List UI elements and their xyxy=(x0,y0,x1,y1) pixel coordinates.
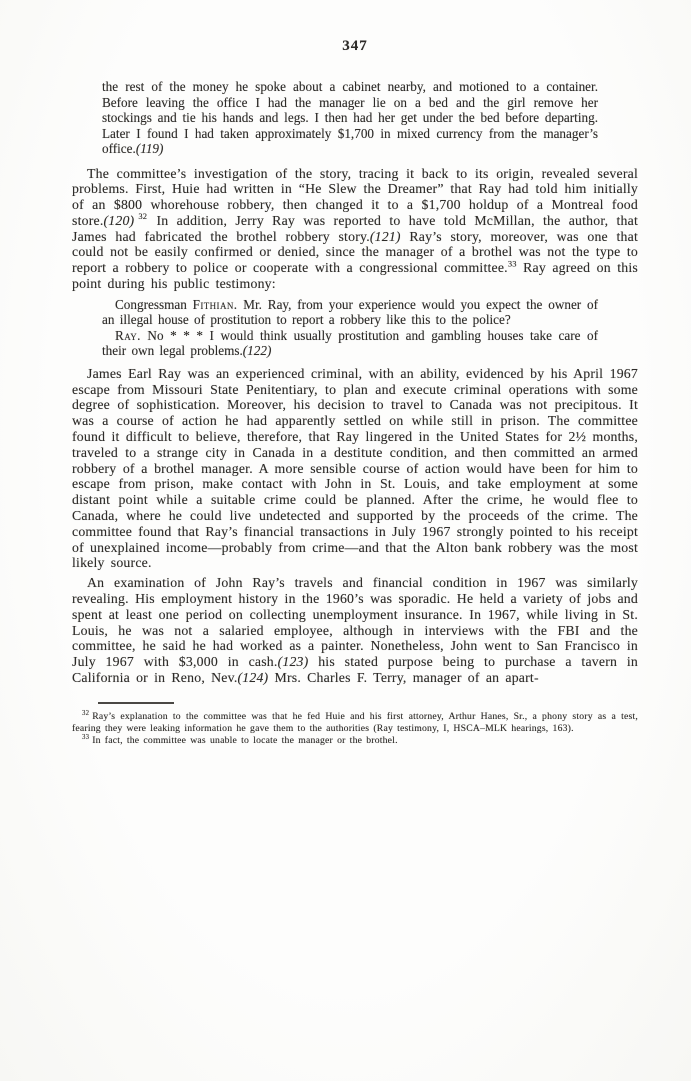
paragraph-investigation xyxy=(72,166,638,292)
text-column xyxy=(72,38,638,747)
footnote-33 xyxy=(72,735,638,747)
text-run: Congressman xyxy=(115,296,193,312)
text-run: his stated purpose being to purchase a tavern in California or in Reno, Nev. xyxy=(72,654,638,686)
citation-122: (122) xyxy=(242,343,272,359)
citation-123: (123) xyxy=(277,654,309,670)
citation-120: (120) xyxy=(103,212,135,228)
text-run: Ray’s story, moreover, was one that could not be easily confirmed or denied, since the manager of a brothel was not the type to report a robbery to police or cooperate with a congressional committee. xyxy=(72,228,638,276)
testimony-question xyxy=(102,297,598,328)
text-run: An examination of John Ray’s travels and financial condition in 1967 was similarly revealing. His employment history in the 1960’s was sporadic. He held a variety of jobs and spent at least one period on collecting unemployment insurance. In 1967, while living in St. Louis, he was not a salaried employee, although in interviews with the FBI and the committee, he said he had worked as a painter. Nonetheless, John went to San Francisco in July 1967 with $3,000 in cash. xyxy=(72,575,638,670)
footnote-32-marker: 32 xyxy=(82,709,90,717)
citation-119: (119) xyxy=(135,141,164,156)
paragraph-john-ray-finances xyxy=(72,575,638,686)
text-run: In addition, Jerry Ray was reported to have told McMillan, the author, that James had fabricated the brothel robbery story. xyxy=(72,212,638,244)
quote-text: the rest of the money he spoke about a cabinet nearby, and motioned to a container. Before leaving the office I had the manager lie on a bed and the girl remove her stockings and tie his hands and legs. I then had her get under the bed before departing. Later I found I had taken approximately $1,700 in mixed currency from the manager’s office. xyxy=(102,79,598,156)
robbery-account-quote xyxy=(102,79,598,157)
footnote-32 xyxy=(72,711,638,735)
text-run: No * * * I would think usually prostitution and gambling houses take care of their own legal problems. xyxy=(102,327,598,359)
speaker-ray: Ray. xyxy=(115,327,141,343)
page-number: 347 xyxy=(342,38,368,54)
citation-121: (121) xyxy=(369,228,401,244)
testimony-answer xyxy=(102,328,598,359)
text-run: Mrs. Charles F. Terry, manager of an apart- xyxy=(268,670,539,686)
footnote-33-text: In fact, the committee was unable to locate the manager or the brothel. xyxy=(92,735,398,747)
text-run: Mr. Ray, from your experience would you expect the owner of an illegal house of prostitution to report a robbery like this to the police? xyxy=(102,296,598,328)
text-run: Ray agreed on this point during his public testimony: xyxy=(72,260,638,292)
text-run: James Earl Ray was an experienced criminal, with an ability, evidenced by his April 1967 escape from Missouri State Penitentiary, to plan and execute criminal operations with some degree of sophistication. Moreover, his decision to travel to Canada was not precipitous. It was a course of action he had apparently settled on while still in prison. The committee found it difficult to believe, therefore, that Ray lingered in the United States for 2½ months, traveled to a strange city in Canada in a destitute condition, and then committed an armed robbery of a brothel manager. A more sensible course of action would have been for him to escape from prison, make contact with John in St. Louis, and take employment at some distant point while a suitable crime could be planned. After the crime, he would flee to Canada, where he could live undetected and supported by the proceeds of the crime. The committee found that Ray’s financial transactions in July 1967 strongly pointed to his receipt of unexplained income—probably from crime—and that the Alton bank robbery was the most likely source. xyxy=(72,365,638,571)
citation-124: (124) xyxy=(237,670,269,686)
footnote-ref-33: 33 xyxy=(507,258,517,269)
footnote-separator-rule xyxy=(98,702,174,704)
footnote-32-text: Ray’s explanation to the committee was that he fed Huie and his first attorney, Arthur Hanes, Sr., a phony story as a test, fearing they were leaking information he gave them to the authorities (Ray testimony, I, HSCA–MLK hearings, 163). xyxy=(72,710,638,735)
testimony-quote xyxy=(102,297,598,359)
footnotes-section xyxy=(72,711,638,748)
paragraph-ray-criminal-profile xyxy=(72,366,638,571)
footnote-33-marker: 33 xyxy=(82,733,90,741)
footnote-ref-32: 32 xyxy=(138,211,148,222)
speaker-fithian: Fithian. xyxy=(192,296,238,312)
text-run: The committee’s investigation of the story, tracing it back to its origin, revealed several problems. First, Huie had written in “He Slew the Dreamer” that Ray had told him initially of an $800 whorehouse robbery, then changed it to a $1,700 holdup of a Montreal food store. xyxy=(72,165,638,228)
